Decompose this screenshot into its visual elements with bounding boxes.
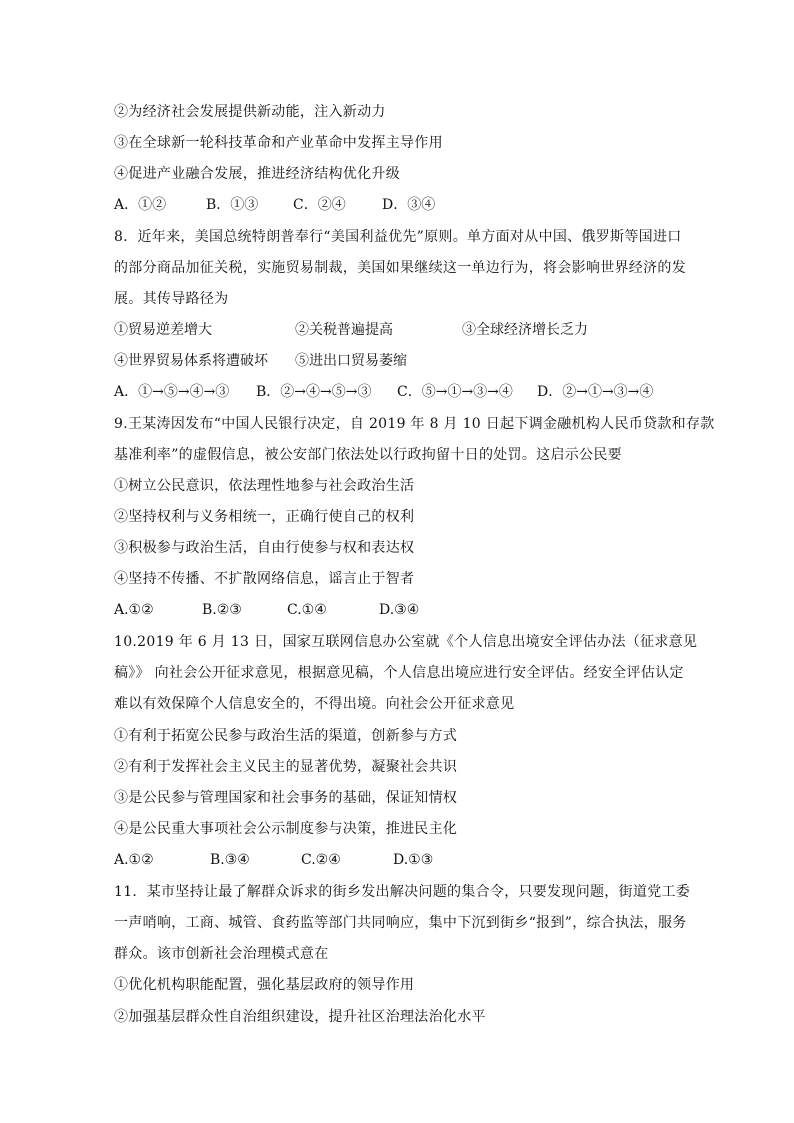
q10-option-a: A.①②	[114, 852, 154, 868]
q7-statement-4: ④促进产业融合发展，推进经济结构优化升级	[114, 166, 400, 182]
q9-statement-2: ②坚持权利与义务相统一，正确行使自己的权利	[114, 509, 415, 525]
q9-statement-1: ①树立公民意识，依法理性地参与社会政治生活	[114, 478, 415, 494]
q8-option-c: C．⑤→①→③→④	[397, 384, 513, 400]
q10-stem-line-2: 稿》》 向社会公开征求意见，根据意见稿，个人信息出境应进行安全评估。经安全评估认定	[114, 665, 684, 681]
q8-stem-line-1: 8．近年来，美国总统特朗普奉行“美国利益优先”原则。单方面对从中国、俄罗斯等国进口	[114, 229, 682, 245]
q7-statement-2: ②为经济社会发展提供新动能，注入新动力	[114, 104, 386, 120]
q10-stem-line-1: 10.2019 年 6 月 13 日，国家互联网信息办公室就《个人信息出境安全评估办法（征求意见	[114, 634, 698, 650]
q11-statement-1: ①优化机构职能配置，强化基层政府的领导作用	[114, 977, 415, 993]
q8-stem-line-2: 的部分商品加征关税，实施贸易制裁，美国如果继续这一单边行为，将会影响世界经济的发	[114, 260, 686, 276]
q10-statement-1: ①有利于拓宽公民参与政治生活的渠道，创新参与方式	[114, 728, 458, 744]
q7-option-b: B．①③	[206, 197, 259, 213]
q9-stem-line-2: 基准利率”的虚假信息，被公安部门依法处以行政拘留十日的处罚。这启示公民要	[114, 447, 622, 463]
q7-option-c: C．②④	[293, 197, 346, 213]
q8-item-2: ②关税普遍提高	[295, 322, 393, 338]
q8-option-b: B．②→④→⑤→③	[256, 384, 372, 400]
q10-option-d: D.①③	[393, 852, 434, 868]
q9-statement-4: ④坚持不传播、不扩散网络信息，谣言止于智者	[114, 571, 415, 587]
q10-option-c: C.②④	[301, 852, 341, 868]
q7-statement-3: ③在全球新一轮科技革命和产业革命中发挥主导作用	[114, 135, 443, 151]
q8-item-4: ④世界贸易体系将遭破坏	[114, 353, 268, 369]
q11-stem-line-1: 11．某市坚持让最了解群众诉求的街乡发出解决问题的集合令，只要发现问题，街道党工委	[114, 884, 691, 900]
q11-stem-line-3: 群众。该市创新社会治理模式意在	[114, 946, 329, 962]
q7-option-d: D．③④	[382, 197, 436, 213]
q9-option-c: C.①④	[287, 602, 327, 618]
q9-option-a: A.①②	[114, 602, 154, 618]
q8-option-d: D．②→①→③→④	[537, 384, 654, 400]
q10-statement-4: ④是公民重大事项社会公示制度参与决策，推进民主化	[114, 821, 458, 837]
q9-option-d: D.③④	[379, 602, 420, 618]
q8-item-3: ③全球经济增长乏力	[462, 322, 588, 338]
q10-option-b: B.③④	[210, 852, 250, 868]
q9-option-b: B.②③	[202, 602, 242, 618]
q10-statement-3: ③是公民参与管理国家和社会事务的基础，保证知情权	[114, 790, 458, 806]
q7-option-a: A．①②	[114, 197, 167, 213]
q11-statement-2: ②加强基层群众性自治组织建设，提升社区治理法治化水平	[114, 1009, 486, 1025]
q10-statement-2: ②有利于发挥社会主义民主的显著优势，凝聚社会共识	[114, 759, 458, 775]
q8-stem-line-3: 展。其传导路径为	[114, 291, 229, 307]
q9-statement-3: ③积极参与政治生活，自由行使参与权和表达权	[114, 540, 415, 556]
q8-item-5: ⑤进出口贸易萎缩	[295, 353, 407, 369]
q10-stem-line-3: 难以有效保障个人信息安全的，不得出境。向社会公开征求意见	[114, 696, 515, 712]
q11-stem-line-2: 一声哨响，工商、城管、食药监等部门共同响应，集中下沉到街乡“报到”，综合执法，服务	[114, 915, 687, 931]
q8-item-1: ①贸易逆差增大	[114, 322, 212, 338]
q9-stem-line-1: 9.王某涛因发布“中国人民银行决定，自 2019 年 8 月 10 日起下调金融机构人民币贷款和存款	[114, 416, 715, 432]
q8-option-a: A．①→⑤→④→③	[114, 384, 230, 400]
